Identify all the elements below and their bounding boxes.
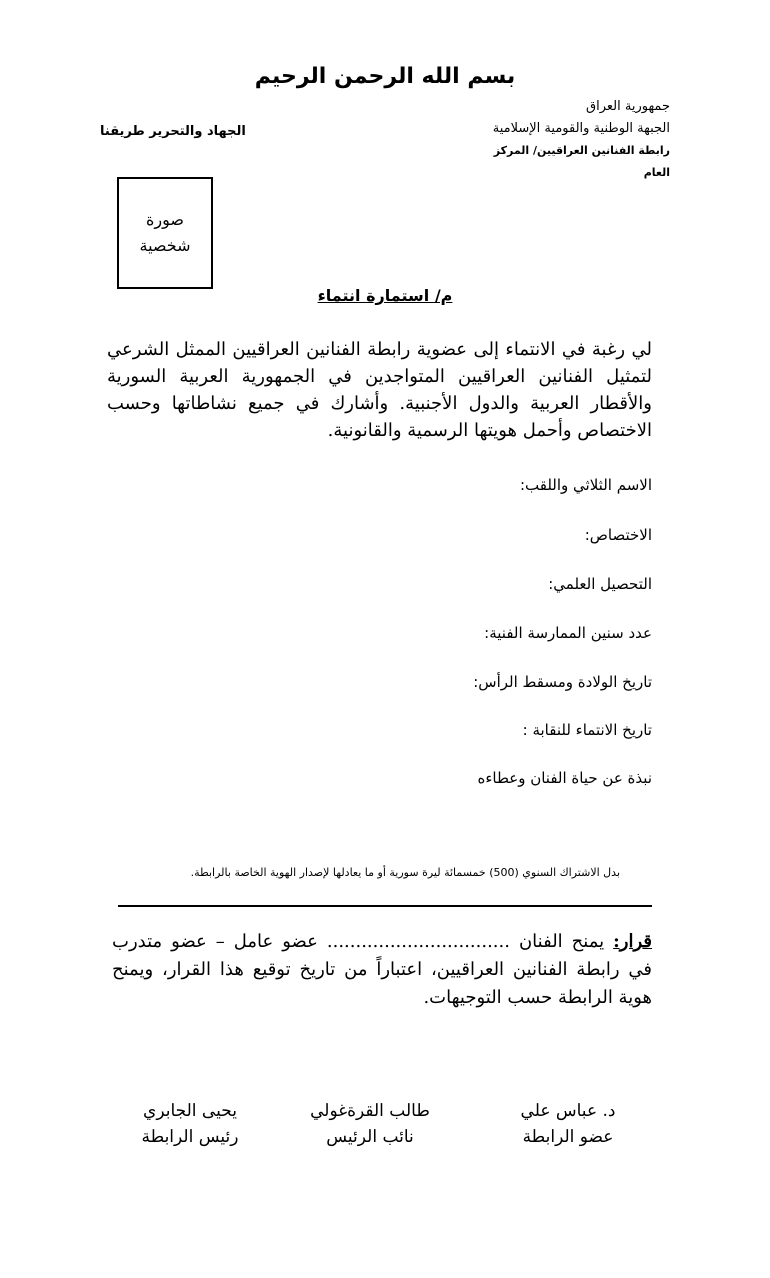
- field-education: التحصيل العلمي:: [548, 575, 652, 593]
- photo-placeholder: [117, 177, 213, 289]
- org-league: رابطة الفنانين العراقيين/ المركز العام: [493, 144, 670, 179]
- signature-name: طالب القرةغولي: [310, 1101, 430, 1121]
- field-years-practice: عدد سنين الممارسة الفنية:: [484, 624, 652, 642]
- decision-text: يمنح الفنان ................................ عضو عامل – عضو متدرب في رابطة الفنانين العراقيين، اعتباراً من تاريخ توقيع هذا القرار، ويمنح هوية الرابطة حسب التوجيهات.: [112, 931, 652, 1008]
- signature-name: يحيى الجابري: [143, 1101, 237, 1121]
- basmala-heading: بسم الله الرحمن الرحيم: [254, 64, 516, 89]
- signature-title: عضو الرابطة: [522, 1127, 614, 1147]
- signature-president: [110, 1098, 270, 1150]
- decision-paragraph: [112, 928, 652, 1012]
- field-birth-date-place: تاريخ الولادة ومسقط الرأس:: [473, 673, 652, 691]
- photo-label-1: صورة: [146, 210, 184, 229]
- fee-note: بدل الاشتراك السنوي (500) خمسمائة ليرة سورية أو ما يعادلها لإصدار الهوية الخاصة بالرابطة.: [190, 866, 620, 879]
- form-title: م/ استمارة انتماء: [317, 286, 453, 305]
- slogan: الجهاد والتحرير طريقنا: [100, 124, 246, 139]
- signature-member: [488, 1098, 648, 1150]
- photo-label-2: شخصية: [139, 236, 191, 255]
- signature-title: نائب الرئيس: [326, 1127, 414, 1147]
- field-join-date: تاريخ الانتماء للنقابة :: [522, 721, 652, 739]
- signature-title: رئيس الرابطة: [141, 1127, 239, 1147]
- signature-name: د. عباس علي: [520, 1101, 616, 1121]
- org-front: الجبهة الوطنية والقومية الإسلامية: [492, 121, 670, 136]
- intro-paragraph: لي رغبة في الانتماء إلى عضوية رابطة الفنانين العراقيين الممثل الشرعي لتمثيل الفنانين العراقيين المتواجدين في الجمهورية العربية السورية والأقطار العربية والدول الأجنبية. وأشارك في جميع نشاطاتها وحسب الاختصاص وأحمل هويتها الرسمية والقانونية.: [107, 339, 652, 441]
- field-specialization: الاختصاص:: [584, 526, 652, 544]
- field-full-name: الاسم الثلاثي واللقب:: [519, 476, 652, 494]
- divider-line: [118, 905, 652, 907]
- decision-label: قرار:: [613, 931, 652, 952]
- org-country: جمهورية العراق: [586, 99, 670, 114]
- signature-vice-president: [290, 1098, 450, 1150]
- organization-header: [470, 96, 670, 184]
- field-biography: نبذة عن حياة الفنان وعطاءه: [477, 769, 652, 787]
